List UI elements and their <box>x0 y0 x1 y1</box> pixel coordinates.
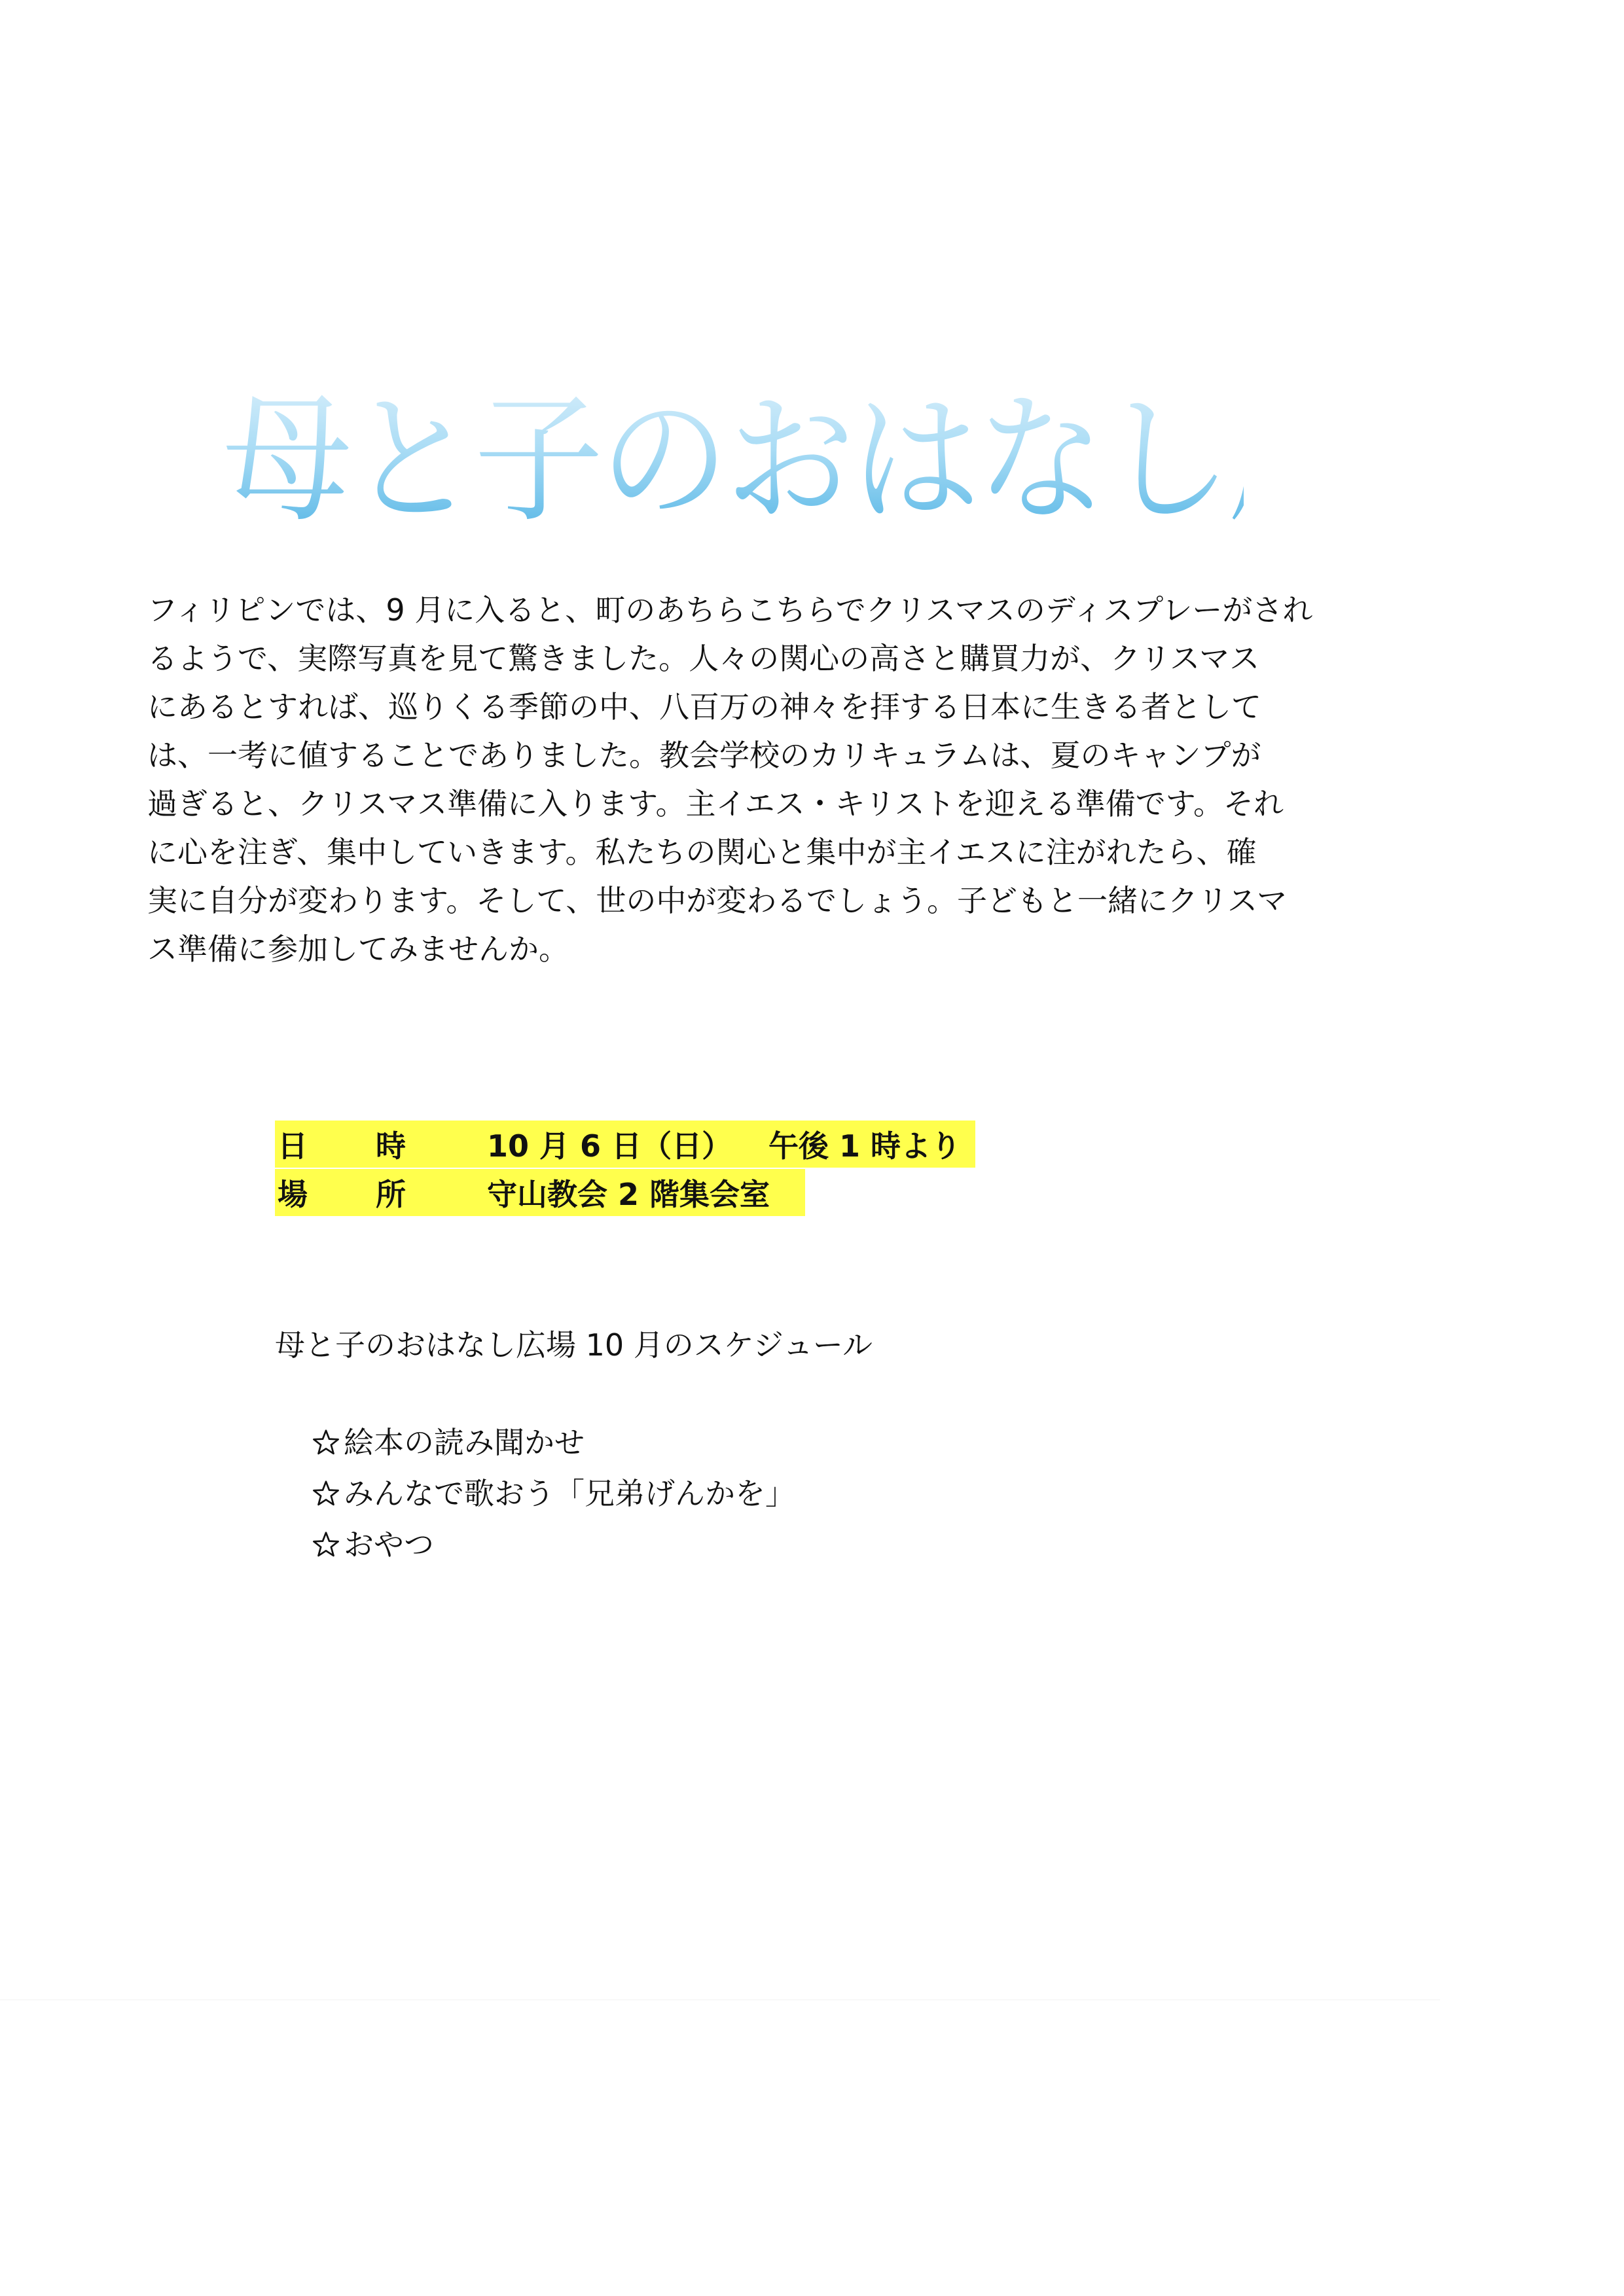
date-label-time: 時 <box>376 1128 406 1164</box>
place-label-ba: 場 <box>278 1177 308 1212</box>
star-outline-icon <box>311 1479 341 1509</box>
event-date: 10 月 6 日（日） <box>487 1128 732 1164</box>
intro-line: に心を注ぎ、集中していきます。私たちの関心と集中が主イエスに注がれたら、確 <box>147 834 1257 870</box>
schedule-item-label: みんなで歌おう「兄弟げんかを」 <box>344 1476 795 1511</box>
intro-paragraph <box>147 586 1313 973</box>
event-place-row <box>275 1169 805 1216</box>
event-time: 午後 1 時より <box>768 1128 962 1164</box>
schedule-item-label: 絵本の読み聞かせ <box>344 1425 585 1460</box>
schedule-item <box>311 1519 795 1570</box>
intro-line: るようで、実際写真を見て驚きました。人々の関心の高さと購買力が、クリスマス <box>147 641 1260 676</box>
star-outline-icon <box>311 1530 341 1560</box>
place-label-sho: 所 <box>376 1177 406 1212</box>
page-title: 母と子のおはなし広場 <box>223 354 1244 566</box>
intro-line: ス準備に参加してみませんか。 <box>147 931 569 967</box>
intro-line: は、一考に値することでありました。教会学校のカリキュラムは、夏のキャンプが <box>147 738 1261 773</box>
schedule-item <box>311 1468 795 1519</box>
star-outline-icon <box>311 1427 341 1458</box>
date-label-day: 日 <box>278 1128 308 1164</box>
intro-line: 過ぎると、クリスマス準備に入ります。主イエス・キリストを迎える準備です。それ <box>147 786 1284 821</box>
schedule-title: 母と子のおはなし広場 10 月のスケジュール <box>275 1327 873 1363</box>
event-place: 守山教会 2 階集会室 <box>487 1177 770 1212</box>
event-date-row <box>275 1121 975 1168</box>
intro-line: にあるとすれば、巡りくる季節の中、八百万の神々を拝する日本に生きる者として <box>147 689 1261 725</box>
schedule-list <box>311 1417 795 1570</box>
schedule-item <box>311 1417 795 1468</box>
intro-line: フィリピンでは、9 月に入ると、町のあちらこちらでクリスマスのディスプレーがされ <box>147 592 1313 628</box>
intro-line: 実に自分が変わります。そして、世の中が変わるでしょう。子どもと一緒にクリスマ <box>147 883 1288 918</box>
event-info <box>275 1121 975 1217</box>
schedule-item-label: おやつ <box>344 1527 434 1562</box>
